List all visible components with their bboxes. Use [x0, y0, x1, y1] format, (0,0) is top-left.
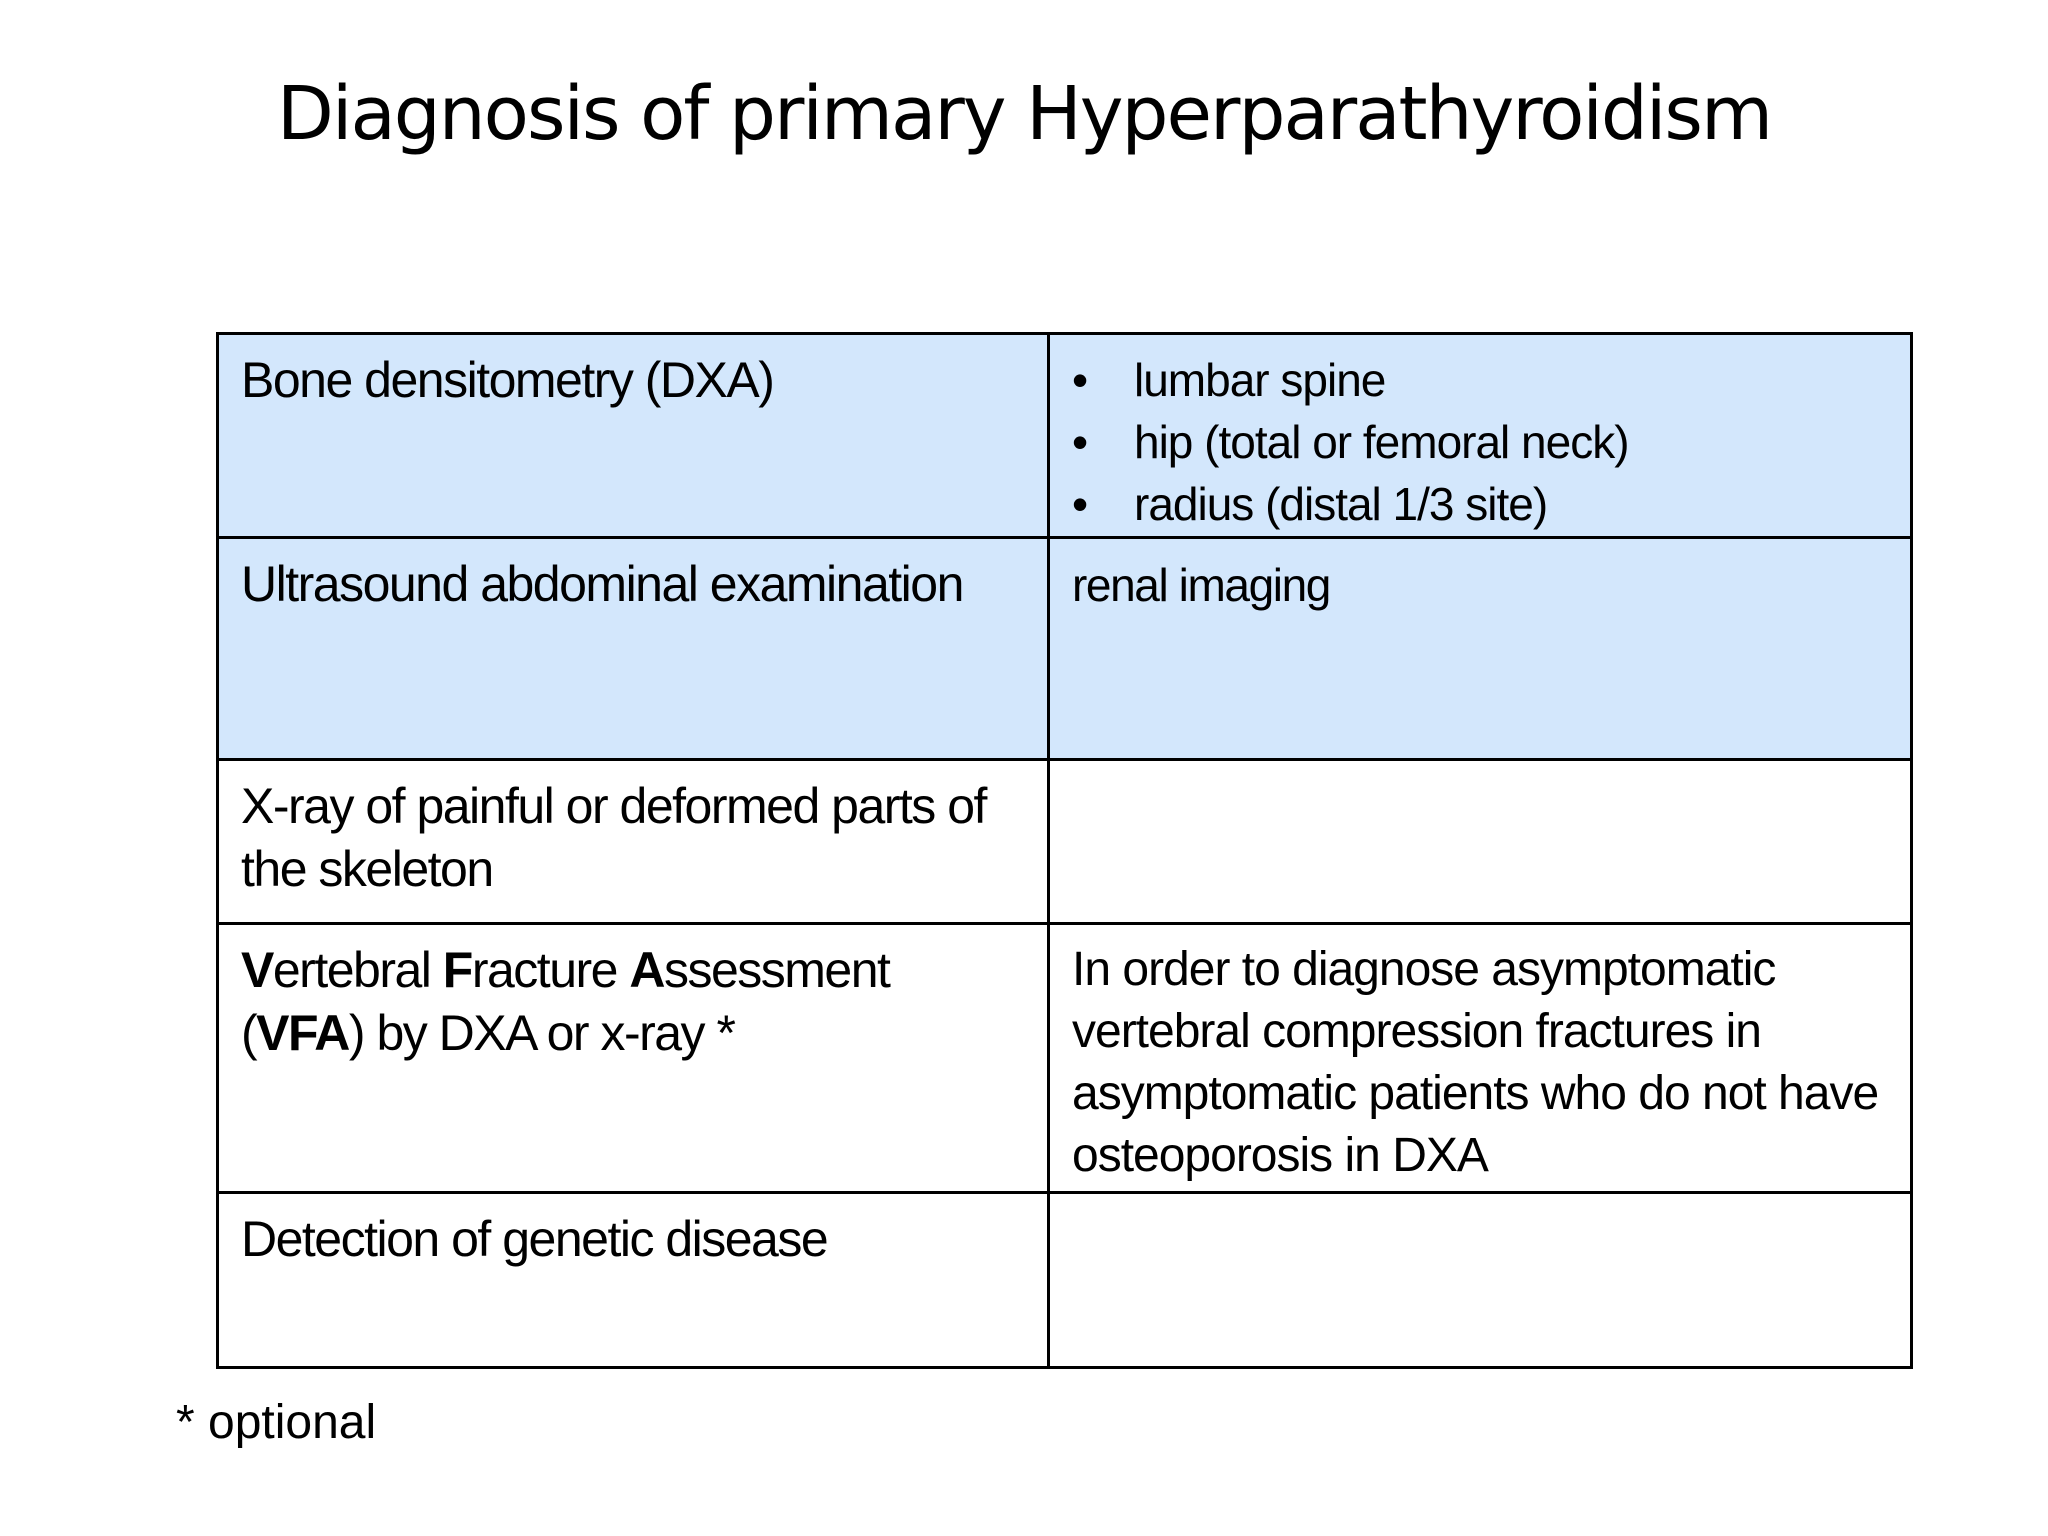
- table-cell-label: [218, 538, 1049, 760]
- table-cell-details: [1049, 924, 1912, 1193]
- row-label: X-ray of painful or deformed parts of the skeleton: [241, 778, 986, 897]
- table-row: [218, 1193, 1912, 1368]
- table-row: [218, 760, 1912, 924]
- table-row: [218, 334, 1912, 538]
- bold-initial: V: [241, 942, 273, 998]
- list-item: • lumbar spine: [1072, 349, 1890, 411]
- row-details: renal imaging: [1072, 559, 1330, 611]
- table-cell-label: [218, 1193, 1049, 1368]
- bold-initial: A: [629, 942, 664, 998]
- label-fragment: ssessment: [663, 942, 890, 998]
- table-cell-label: [218, 924, 1049, 1193]
- label-fragment: racture: [471, 942, 630, 998]
- list-item: • hip (total or femoral neck): [1072, 411, 1890, 473]
- table-cell-details: [1049, 538, 1912, 760]
- bold-initial: F: [442, 942, 472, 998]
- table-cell-label: [218, 334, 1049, 538]
- table-cell-details: [1049, 1193, 1912, 1368]
- label-fragment: ertebral: [272, 942, 443, 998]
- table-cell-details: [1049, 334, 1912, 538]
- slide-title: Diagnosis of primary Hyperparathyroidism: [276, 71, 1772, 157]
- measurement-site-list: [1072, 349, 1890, 535]
- label-fragment: (: [241, 1004, 257, 1061]
- row-label: Detection of genetic disease: [241, 1211, 828, 1267]
- row-details: In order to diagnose asymptomatic vertebral compression fractures in asymptomatic patients who do not have osteoporosis in DXA: [1072, 943, 1879, 1182]
- table-row: [218, 924, 1912, 1193]
- abbreviation: VFA: [256, 1004, 349, 1061]
- label-fragment: ) by DXA or x-ray *: [348, 1004, 735, 1061]
- table-row: [218, 538, 1912, 760]
- list-item: • radius (distal 1/3 site): [1072, 473, 1890, 535]
- table-cell-details: [1049, 760, 1912, 924]
- footnote: * optional: [176, 1396, 377, 1449]
- row-label: Ultrasound abdominal examination: [241, 556, 963, 612]
- table-cell-label: [218, 760, 1049, 924]
- diagnostics-table: [216, 332, 1913, 1369]
- row-label: [241, 942, 889, 1061]
- row-label: Bone densitometry (DXA): [241, 352, 774, 408]
